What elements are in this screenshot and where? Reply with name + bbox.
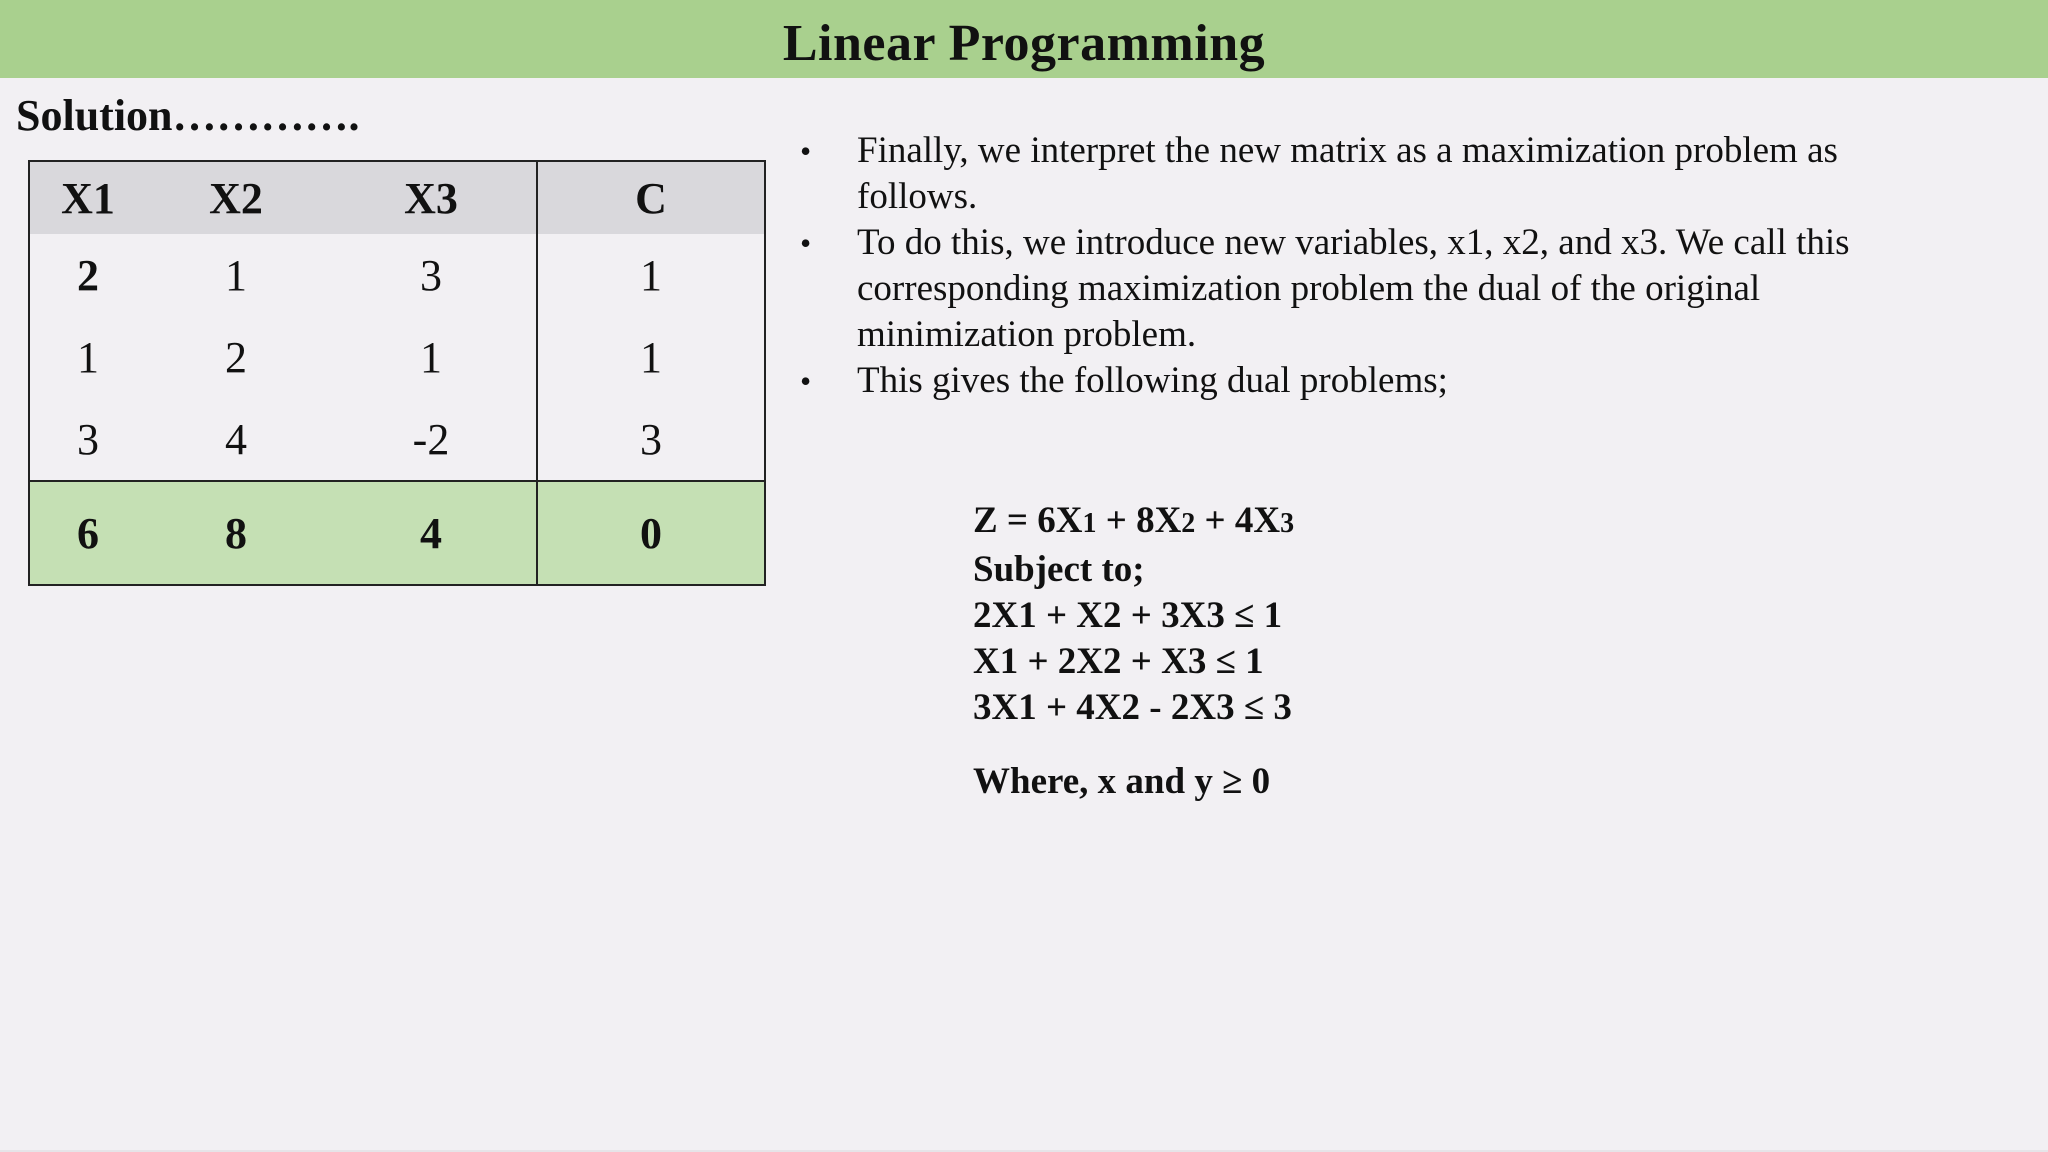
- header-x3: X3: [326, 161, 537, 234]
- bullet-dot-icon: •: [800, 225, 812, 261]
- bullet-dot-icon: •: [800, 133, 812, 169]
- dual-problem: [973, 498, 1294, 805]
- matrix-row: [29, 234, 765, 316]
- matrix-cell: 4: [225, 414, 247, 464]
- matrix-cell: 3: [77, 414, 99, 464]
- solution-heading: Solution………….: [16, 91, 360, 140]
- matrix-cell: 1: [225, 250, 247, 300]
- total-cell: 8: [146, 481, 326, 585]
- header-c: C: [537, 161, 765, 234]
- header-x2: X2: [146, 161, 326, 234]
- matrix-cell: 1: [537, 316, 765, 398]
- bullet-item: [800, 220, 1930, 358]
- bullet-text: Finally, we interpret the new matrix as a maximization problem as follows.: [857, 130, 1838, 217]
- matrix-total-row: [29, 481, 765, 585]
- matrix-cell: -2: [412, 414, 450, 464]
- objective-function: Z = 6X1 + 8X2 + 4X3: [973, 500, 1295, 541]
- subject-to-label: Subject to;: [973, 549, 1145, 590]
- total-cell: 6: [29, 481, 146, 585]
- bullet-text: This gives the following dual problems;: [857, 360, 1448, 401]
- constraint-1: 2X1 + X2 + 3X3 ≤ 1: [973, 595, 1283, 636]
- matrix-cell: 3: [537, 398, 765, 481]
- slide-title: Linear Programming: [782, 14, 1266, 72]
- matrix-row: [29, 316, 765, 398]
- matrix-cell: 1: [420, 332, 442, 382]
- constraint-3: 3X1 + 4X2 - 2X3 ≤ 3: [973, 687, 1292, 728]
- matrix-cell: 2: [77, 250, 99, 300]
- title-bar: [0, 0, 2048, 78]
- matrix-cell: 3: [420, 250, 442, 300]
- bullet-item: [800, 128, 1930, 220]
- bullet-dot-icon: •: [800, 363, 812, 399]
- bullet-list: [800, 128, 1930, 404]
- non-negativity-condition: Where, x and y ≥ 0: [973, 761, 1271, 802]
- total-cell: 0: [537, 481, 765, 585]
- bullet-item: [800, 358, 1930, 404]
- constraint-2: X1 + 2X2 + X3 ≤ 1: [973, 641, 1264, 682]
- matrix-cell: 1: [537, 234, 765, 316]
- total-cell: 4: [326, 481, 537, 585]
- matrix-cell: 1: [77, 332, 99, 382]
- tableau-matrix: [28, 160, 766, 586]
- bullet-text: To do this, we introduce new variables, x1, x2, and x3. We call this corresponding maximization problem the dual of the original minimization problem.: [857, 222, 1850, 355]
- spacer: [973, 731, 1294, 759]
- matrix-row: [29, 398, 765, 481]
- matrix-cell: 2: [225, 332, 247, 382]
- matrix-header-row: [29, 161, 765, 234]
- header-x1: X1: [29, 161, 146, 234]
